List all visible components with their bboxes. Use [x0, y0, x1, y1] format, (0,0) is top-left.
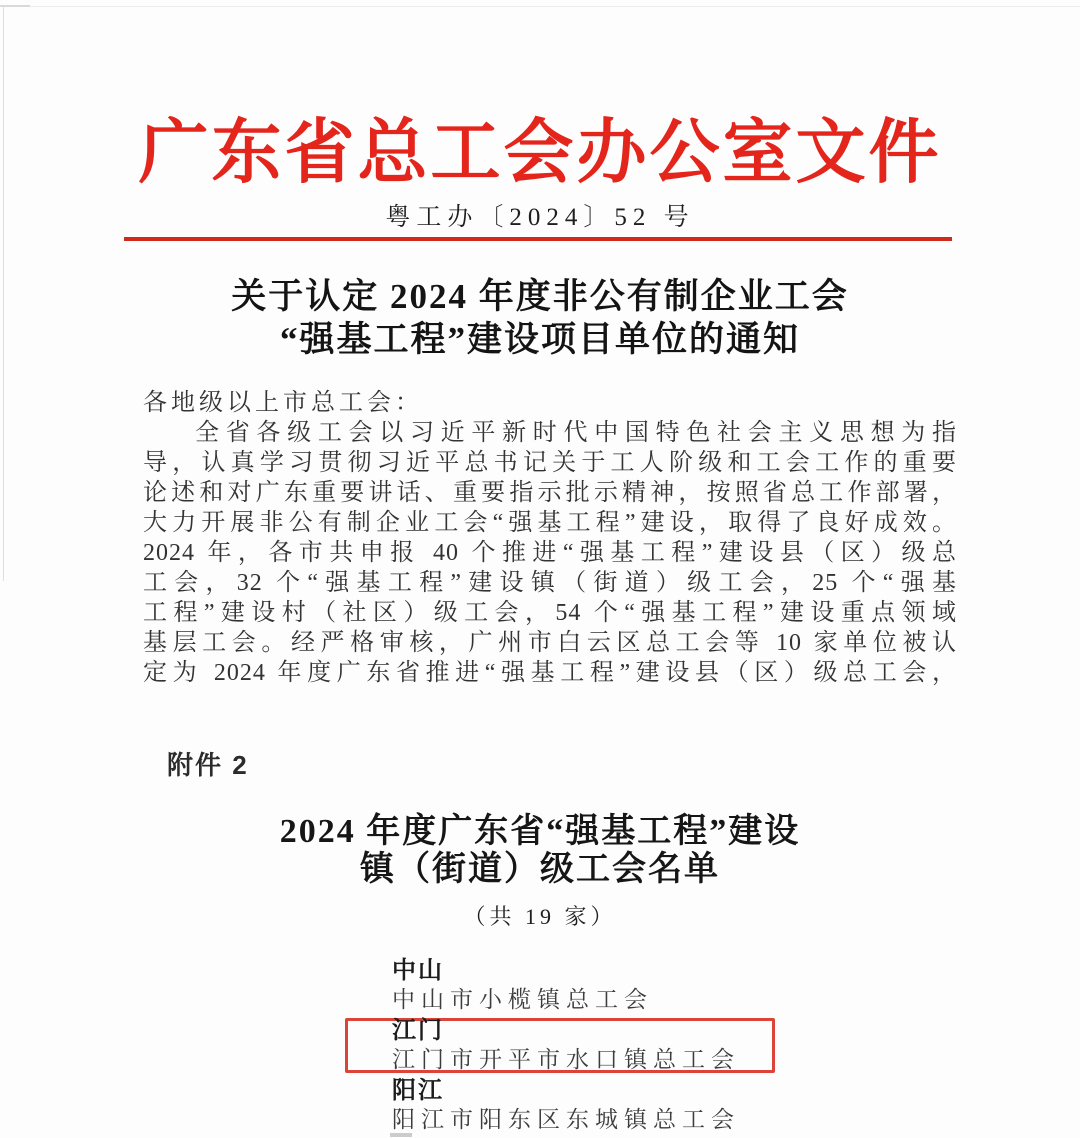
letterhead-rule: [124, 237, 952, 241]
notice-title-line1: 关于认定 2024 年度非公有制企业工会: [231, 277, 849, 316]
notice-title-line2: “强基工程”建设项目单位的通知: [279, 320, 800, 359]
attachment-title-line1: 2024 年度广东省“强基工程”建设: [279, 813, 801, 850]
union-name: 中山市小榄镇总工会: [392, 987, 653, 1012]
union-group-yangjiang: [392, 1076, 740, 1134]
letterhead-title: 广东省总工会办公室文件: [138, 115, 942, 192]
attachment-label: 附件 2: [167, 750, 249, 780]
attachment-title-line2: 镇（街道）级工会名单: [360, 851, 720, 888]
body-line: 论述和对广东重要讲话、重要指示批示精神，按照省总工作部署，: [143, 480, 957, 506]
document-number: 粤工办〔2024〕52 号: [385, 204, 695, 231]
page-edge-corner: [0, 5, 30, 7]
notice-title: [0, 275, 1080, 361]
body-line: 基层工会。经严格审核，广州市白云区总工会等 10 家单位被认: [143, 630, 957, 656]
city-name: 中山: [392, 957, 444, 984]
body-line: 工会，32 个“强基工程”建设镇（街道）级工会，25 个“强基: [143, 570, 957, 596]
union-list: [392, 956, 740, 1136]
city-name: 江门: [392, 1017, 444, 1044]
salutation: 各地级以上市总工会：: [143, 390, 423, 416]
attachment-title: [0, 813, 1080, 889]
body-line: 大力开展非公有制企业工会“强基工程”建设，取得了良好成效。: [143, 510, 957, 536]
union-group-jiangmen: [392, 1016, 740, 1074]
body-line: 导，认真学习贯彻习近平总书记关于工人阶级和工会工作的重要: [143, 450, 957, 476]
union-group-zhongshan: [392, 956, 740, 1014]
page-edge-top: [0, 6, 1080, 7]
count-note: （共 19 家）: [463, 904, 617, 929]
notice-body: [143, 388, 957, 688]
cutoff-next-line: [390, 1133, 412, 1137]
body-line: 全省各级工会以习近平新时代中国特色社会主义思想为指: [195, 420, 957, 446]
body-line: 2024 年，各市共申报 40 个推进“强基工程”建设县（区）级总: [143, 540, 957, 566]
union-name: 阳江市阳东区东城镇总工会: [392, 1107, 740, 1132]
city-name: 阳江: [392, 1077, 444, 1104]
body-line: 定为 2024 年度广东省推进“强基工程”建设县（区）级总工会，: [143, 660, 957, 686]
union-name: 江门市开平市水口镇总工会: [392, 1047, 740, 1072]
body-line: 工程”建设村（社区）级工会，54 个“强基工程”建设重点领域: [143, 600, 957, 626]
